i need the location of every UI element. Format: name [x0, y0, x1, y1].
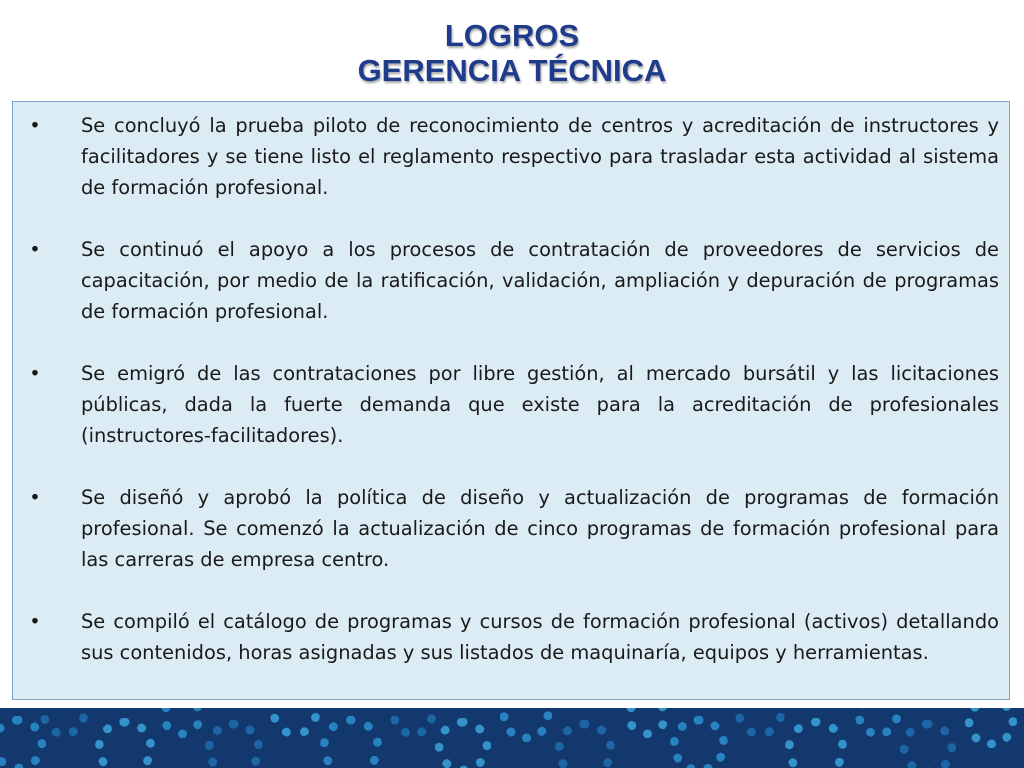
title-line-1: LOGROS — [444, 18, 580, 53]
bullet-icon: • — [29, 362, 41, 385]
gear-icon — [95, 718, 155, 768]
gear-icon — [555, 720, 615, 768]
bullet-text: Se concluyó la prueba piloto de reconocimiento de centros y acreditación de instructores y facilitadores y se tiene listo el reglamento respectivo para trasladar esta actividad al sistema de formación profesional. — [81, 114, 999, 199]
gear-icon — [625, 708, 669, 738]
gear-icon — [205, 720, 263, 768]
bullet-item — [13, 234, 999, 327]
bullet-text: Se compiló el catálogo de programas y cursos de formación profesional (activos) detallando sus contenidos, horas asignadas y sus listados de maquinaría, equipos y herramientas. — [81, 610, 999, 664]
gear-icon — [270, 708, 320, 738]
gear-icon — [855, 708, 901, 738]
bullet-icon: • — [29, 114, 41, 137]
bullet-text: Se continuó el apoyo a los procesos de contratación de proveedores de servicios de capacitación, por medio de la ratificación, validación, ampliación y depuración de programas de formación profesional. — [81, 238, 999, 323]
gear-icon — [965, 708, 1017, 748]
gear-icon — [390, 708, 436, 738]
gear-icon — [160, 708, 204, 738]
gear-icon — [900, 720, 956, 768]
gear-icon — [785, 718, 847, 768]
footer-gear-band — [0, 708, 1024, 768]
gear-icon — [0, 716, 46, 768]
bullet-icon: • — [29, 486, 41, 509]
bullet-icon: • — [29, 238, 41, 261]
bullet-item — [13, 482, 999, 575]
slide-title — [0, 18, 1024, 88]
bullet-text: Se emigró de las contrataciones por libre gestión, al mercado bursátil y las licitaciones públicas, dada la fuerte demanda que existe para la acreditación de profesionales (instructores-facilitadores). — [81, 362, 999, 447]
content-box — [12, 101, 1010, 700]
gear-icon — [40, 708, 88, 738]
bullet-list — [13, 110, 999, 668]
bullet-item — [13, 110, 999, 203]
gear-icon — [435, 718, 491, 768]
bullet-text: Se diseñó y aprobó la política de diseño y actualización de programas de formación profesional. Se comenzó la actualización de cinco programas de formación profesional para las carreras de empresa centro. — [81, 486, 999, 571]
bullet-icon: • — [29, 610, 41, 633]
gear-icon — [735, 708, 785, 738]
bullet-item — [13, 606, 999, 668]
title-line-2: GERENCIA TÉCNICA — [357, 53, 667, 88]
gear-icon — [320, 716, 382, 768]
gear-icon — [500, 708, 552, 742]
bullet-item — [13, 358, 999, 451]
gear-icon — [670, 716, 728, 768]
